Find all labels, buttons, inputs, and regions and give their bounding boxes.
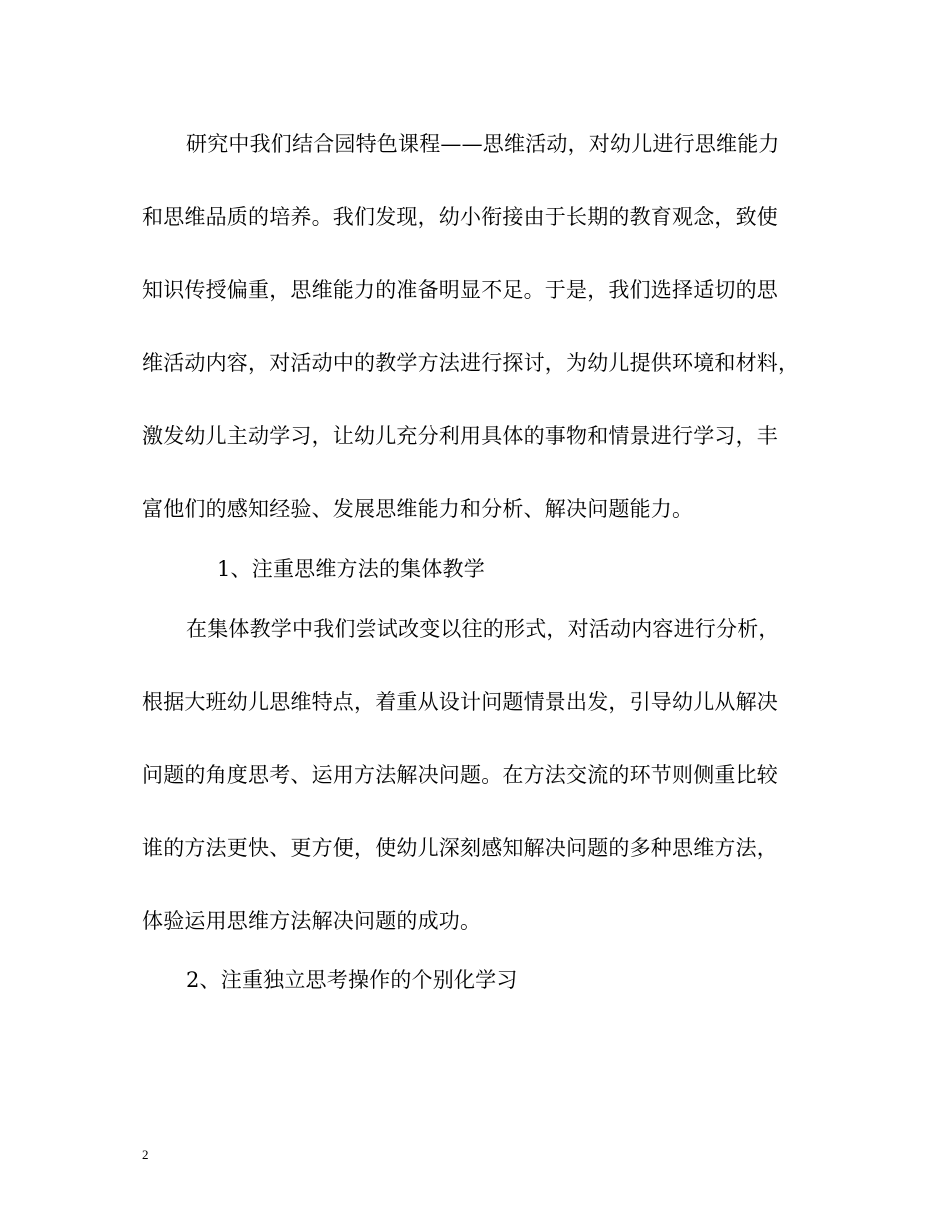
paragraph-1-line-4: 维活动内容，对活动中的教学方法进行探讨，为幼儿提供环境和材料， — [142, 351, 800, 375]
paragraph-1-line-3: 知识传授偏重，思维能力的准备明显不足。于是，我们选择适切的思 — [142, 278, 778, 302]
page-number: 2 — [142, 1147, 149, 1162]
paragraph-2-line-1: 在集体教学中我们尝试改变以往的形式，对活动内容进行分析， — [186, 617, 780, 641]
paragraph-1-line-5: 激发幼儿主动学习，让幼儿充分利用具体的事物和情景进行学习，丰 — [142, 424, 778, 448]
paragraph-1-line-2: 和思维品质的培养。我们发现，幼小衔接由于长期的教育观念，致使 — [142, 205, 778, 229]
paragraph-2-line-4: 谁的方法更快、更方便，使幼儿深刻感知解决问题的多种思维方法， — [142, 836, 778, 860]
paragraph-2-line-3: 问题的角度思考、运用方法解决问题。在方法交流的环节则侧重比较 — [142, 763, 778, 787]
section-heading-2: 2、注重独立思考操作的个别化学习 — [186, 968, 518, 992]
paragraph-2-line-5: 体验运用思维方法解决问题的成功。 — [142, 909, 482, 933]
section-heading-1: 1、注重思维方法的集体教学 — [217, 557, 485, 581]
paragraph-1-line-6: 富他们的感知经验、发展思维能力和分析、解决问题能力。 — [142, 497, 694, 521]
paragraph-2-line-2: 根据大班幼儿思维特点，着重从设计问题情景出发，引导幼儿从解决 — [142, 690, 778, 714]
paragraph-1-line-1: 研究中我们结合园特色课程——思维活动，对幼儿进行思维能力 — [186, 132, 780, 156]
